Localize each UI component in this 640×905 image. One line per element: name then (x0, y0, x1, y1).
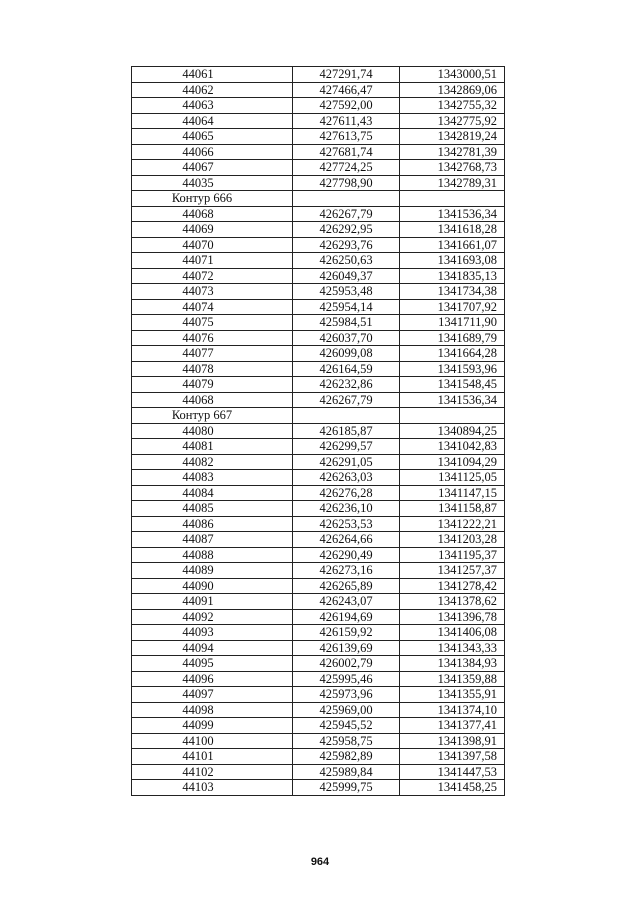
y-coordinate-cell: 1342819,24 (400, 129, 505, 145)
point-number-cell: 44083 (132, 470, 293, 486)
x-coordinate-cell: 426250,63 (293, 253, 400, 269)
table-row (132, 501, 505, 517)
y-coordinate-cell: 1341689,79 (400, 330, 505, 346)
point-number-cell: 44076 (132, 330, 293, 346)
table-row (132, 346, 505, 362)
table-row (132, 702, 505, 718)
table-row (132, 377, 505, 393)
table-row (132, 253, 505, 269)
table-row (132, 516, 505, 532)
point-number-cell: 44066 (132, 144, 293, 160)
point-number-cell: 44070 (132, 237, 293, 253)
y-coordinate-cell: 1341707,92 (400, 299, 505, 315)
y-coordinate-cell: 1341536,34 (400, 392, 505, 408)
point-number-cell: 44103 (132, 780, 293, 796)
point-number-cell: 44087 (132, 532, 293, 548)
x-coordinate-cell: 426253,53 (293, 516, 400, 532)
x-coordinate-cell: 427592,00 (293, 98, 400, 114)
y-coordinate-cell: 1341661,07 (400, 237, 505, 253)
point-number-cell: 44071 (132, 253, 293, 269)
table-row (132, 640, 505, 656)
y-coordinate-cell: 1341711,90 (400, 315, 505, 331)
point-number-cell: 44072 (132, 268, 293, 284)
y-coordinate-cell: 1341125,05 (400, 470, 505, 486)
y-coordinate-cell: 1341147,15 (400, 485, 505, 501)
y-coordinate-cell: 1341406,08 (400, 625, 505, 641)
x-coordinate-cell: 426232,86 (293, 377, 400, 393)
point-number-cell: 44078 (132, 361, 293, 377)
x-coordinate-cell: 426264,66 (293, 532, 400, 548)
y-coordinate-cell: 1341536,34 (400, 206, 505, 222)
table-row (132, 780, 505, 796)
x-coordinate-cell: 427613,75 (293, 129, 400, 145)
point-number-cell: 44092 (132, 609, 293, 625)
contour-label: Контур 667 (132, 408, 293, 424)
y-coordinate-cell: 1341458,25 (400, 780, 505, 796)
x-coordinate-cell: 425954,14 (293, 299, 400, 315)
x-coordinate-cell: 426292,95 (293, 222, 400, 238)
y-coordinate-cell: 1341396,78 (400, 609, 505, 625)
y-coordinate-cell: 1341042,83 (400, 439, 505, 455)
contour-header-row (132, 408, 505, 424)
y-coordinate-cell: 1342789,31 (400, 175, 505, 191)
point-number-cell: 44095 (132, 656, 293, 672)
x-coordinate-cell: 426267,79 (293, 392, 400, 408)
empty-cell (400, 191, 505, 207)
x-coordinate-cell: 427466,47 (293, 82, 400, 98)
table-row (132, 749, 505, 765)
table-row (132, 237, 505, 253)
point-number-cell: 44067 (132, 160, 293, 176)
table-row (132, 718, 505, 734)
table-row (132, 578, 505, 594)
x-coordinate-cell: 425999,75 (293, 780, 400, 796)
table-row (132, 671, 505, 687)
table-row (132, 67, 505, 83)
x-coordinate-cell: 426273,16 (293, 563, 400, 579)
y-coordinate-cell: 1341548,45 (400, 377, 505, 393)
x-coordinate-cell: 426299,57 (293, 439, 400, 455)
table-row (132, 547, 505, 563)
table-row (132, 733, 505, 749)
y-coordinate-cell: 1342755,32 (400, 98, 505, 114)
point-number-cell: 44035 (132, 175, 293, 191)
y-coordinate-cell: 1341203,28 (400, 532, 505, 548)
point-number-cell: 44098 (132, 702, 293, 718)
point-number-cell: 44079 (132, 377, 293, 393)
y-coordinate-cell: 1343000,51 (400, 67, 505, 83)
table-row (132, 82, 505, 98)
point-number-cell: 44064 (132, 113, 293, 129)
x-coordinate-cell: 427724,25 (293, 160, 400, 176)
x-coordinate-cell: 426291,05 (293, 454, 400, 470)
point-number-cell: 44089 (132, 563, 293, 579)
y-coordinate-cell: 1342768,73 (400, 160, 505, 176)
table-row (132, 284, 505, 300)
point-number-cell: 44094 (132, 640, 293, 656)
empty-cell (293, 408, 400, 424)
table-row (132, 687, 505, 703)
x-coordinate-cell: 426099,08 (293, 346, 400, 362)
point-number-cell: 44082 (132, 454, 293, 470)
point-number-cell: 44085 (132, 501, 293, 517)
table-row (132, 392, 505, 408)
table-row (132, 454, 505, 470)
point-number-cell: 44069 (132, 222, 293, 238)
x-coordinate-cell: 426267,79 (293, 206, 400, 222)
table-row (132, 315, 505, 331)
x-coordinate-cell: 426164,59 (293, 361, 400, 377)
table-row (132, 98, 505, 114)
y-coordinate-cell: 1341397,58 (400, 749, 505, 765)
x-coordinate-cell: 425958,75 (293, 733, 400, 749)
point-number-cell: 44100 (132, 733, 293, 749)
x-coordinate-cell: 426194,69 (293, 609, 400, 625)
x-coordinate-cell: 426159,92 (293, 625, 400, 641)
point-number-cell: 44093 (132, 625, 293, 641)
y-coordinate-cell: 1341374,10 (400, 702, 505, 718)
point-number-cell: 44068 (132, 392, 293, 408)
point-number-cell: 44096 (132, 671, 293, 687)
table-row (132, 485, 505, 501)
page-number: 964 (310, 856, 330, 868)
coordinates-table (131, 66, 505, 796)
x-coordinate-cell: 425995,46 (293, 671, 400, 687)
x-coordinate-cell: 426037,70 (293, 330, 400, 346)
x-coordinate-cell: 426243,07 (293, 594, 400, 610)
table-row (132, 594, 505, 610)
table-row (132, 144, 505, 160)
x-coordinate-cell: 425984,51 (293, 315, 400, 331)
table-row (132, 609, 505, 625)
point-number-cell: 44061 (132, 67, 293, 83)
y-coordinate-cell: 1341384,93 (400, 656, 505, 672)
x-coordinate-cell: 426002,79 (293, 656, 400, 672)
y-coordinate-cell: 1341355,91 (400, 687, 505, 703)
point-number-cell: 44077 (132, 346, 293, 362)
y-coordinate-cell: 1341693,08 (400, 253, 505, 269)
table-row (132, 206, 505, 222)
y-coordinate-cell: 1341359,88 (400, 671, 505, 687)
x-coordinate-cell: 425982,89 (293, 749, 400, 765)
table-row (132, 563, 505, 579)
point-number-cell: 44081 (132, 439, 293, 455)
point-number-cell: 44065 (132, 129, 293, 145)
table-row (132, 423, 505, 439)
table-row (132, 330, 505, 346)
empty-cell (400, 408, 505, 424)
point-number-cell: 44074 (132, 299, 293, 315)
y-coordinate-cell: 1341257,37 (400, 563, 505, 579)
x-coordinate-cell: 427611,43 (293, 113, 400, 129)
x-coordinate-cell: 425989,84 (293, 764, 400, 780)
y-coordinate-cell: 1341835,13 (400, 268, 505, 284)
x-coordinate-cell: 426185,87 (293, 423, 400, 439)
contour-header-row (132, 191, 505, 207)
point-number-cell: 44073 (132, 284, 293, 300)
y-coordinate-cell: 1341343,33 (400, 640, 505, 656)
contour-label: Контур 666 (132, 191, 293, 207)
table-row (132, 175, 505, 191)
point-number-cell: 44099 (132, 718, 293, 734)
y-coordinate-cell: 1341664,28 (400, 346, 505, 362)
table-row (132, 470, 505, 486)
y-coordinate-cell: 1341195,37 (400, 547, 505, 563)
point-number-cell: 44090 (132, 578, 293, 594)
table-row (132, 625, 505, 641)
y-coordinate-cell: 1341222,21 (400, 516, 505, 532)
x-coordinate-cell: 426236,10 (293, 501, 400, 517)
point-number-cell: 44068 (132, 206, 293, 222)
point-number-cell: 44088 (132, 547, 293, 563)
table-row (132, 439, 505, 455)
y-coordinate-cell: 1341377,41 (400, 718, 505, 734)
x-coordinate-cell: 427291,74 (293, 67, 400, 83)
table-row (132, 532, 505, 548)
y-coordinate-cell: 1341593,96 (400, 361, 505, 377)
empty-cell (293, 191, 400, 207)
y-coordinate-cell: 1340894,25 (400, 423, 505, 439)
point-number-cell: 44097 (132, 687, 293, 703)
table-row (132, 299, 505, 315)
x-coordinate-cell: 426263,03 (293, 470, 400, 486)
x-coordinate-cell: 425973,96 (293, 687, 400, 703)
y-coordinate-cell: 1341447,53 (400, 764, 505, 780)
coordinates-table-body (132, 67, 505, 796)
table-row (132, 656, 505, 672)
y-coordinate-cell: 1341158,87 (400, 501, 505, 517)
point-number-cell: 44086 (132, 516, 293, 532)
y-coordinate-cell: 1341618,28 (400, 222, 505, 238)
x-coordinate-cell: 426290,49 (293, 547, 400, 563)
table-row (132, 361, 505, 377)
y-coordinate-cell: 1341094,29 (400, 454, 505, 470)
x-coordinate-cell: 426049,37 (293, 268, 400, 284)
point-number-cell: 44062 (132, 82, 293, 98)
x-coordinate-cell: 425953,48 (293, 284, 400, 300)
x-coordinate-cell: 427798,90 (293, 175, 400, 191)
x-coordinate-cell: 426276,28 (293, 485, 400, 501)
y-coordinate-cell: 1341398,91 (400, 733, 505, 749)
x-coordinate-cell: 426293,76 (293, 237, 400, 253)
table-row (132, 160, 505, 176)
table-row (132, 222, 505, 238)
point-number-cell: 44063 (132, 98, 293, 114)
y-coordinate-cell: 1342869,06 (400, 82, 505, 98)
y-coordinate-cell: 1341278,42 (400, 578, 505, 594)
y-coordinate-cell: 1341734,38 (400, 284, 505, 300)
x-coordinate-cell: 427681,74 (293, 144, 400, 160)
point-number-cell: 44102 (132, 764, 293, 780)
y-coordinate-cell: 1341378,62 (400, 594, 505, 610)
table-row (132, 268, 505, 284)
x-coordinate-cell: 426139,69 (293, 640, 400, 656)
x-coordinate-cell: 425945,52 (293, 718, 400, 734)
point-number-cell: 44091 (132, 594, 293, 610)
table-row (132, 764, 505, 780)
y-coordinate-cell: 1342775,92 (400, 113, 505, 129)
point-number-cell: 44084 (132, 485, 293, 501)
y-coordinate-cell: 1342781,39 (400, 144, 505, 160)
x-coordinate-cell: 425969,00 (293, 702, 400, 718)
table-row (132, 129, 505, 145)
point-number-cell: 44075 (132, 315, 293, 331)
point-number-cell: 44101 (132, 749, 293, 765)
x-coordinate-cell: 426265,89 (293, 578, 400, 594)
table-row (132, 113, 505, 129)
point-number-cell: 44080 (132, 423, 293, 439)
